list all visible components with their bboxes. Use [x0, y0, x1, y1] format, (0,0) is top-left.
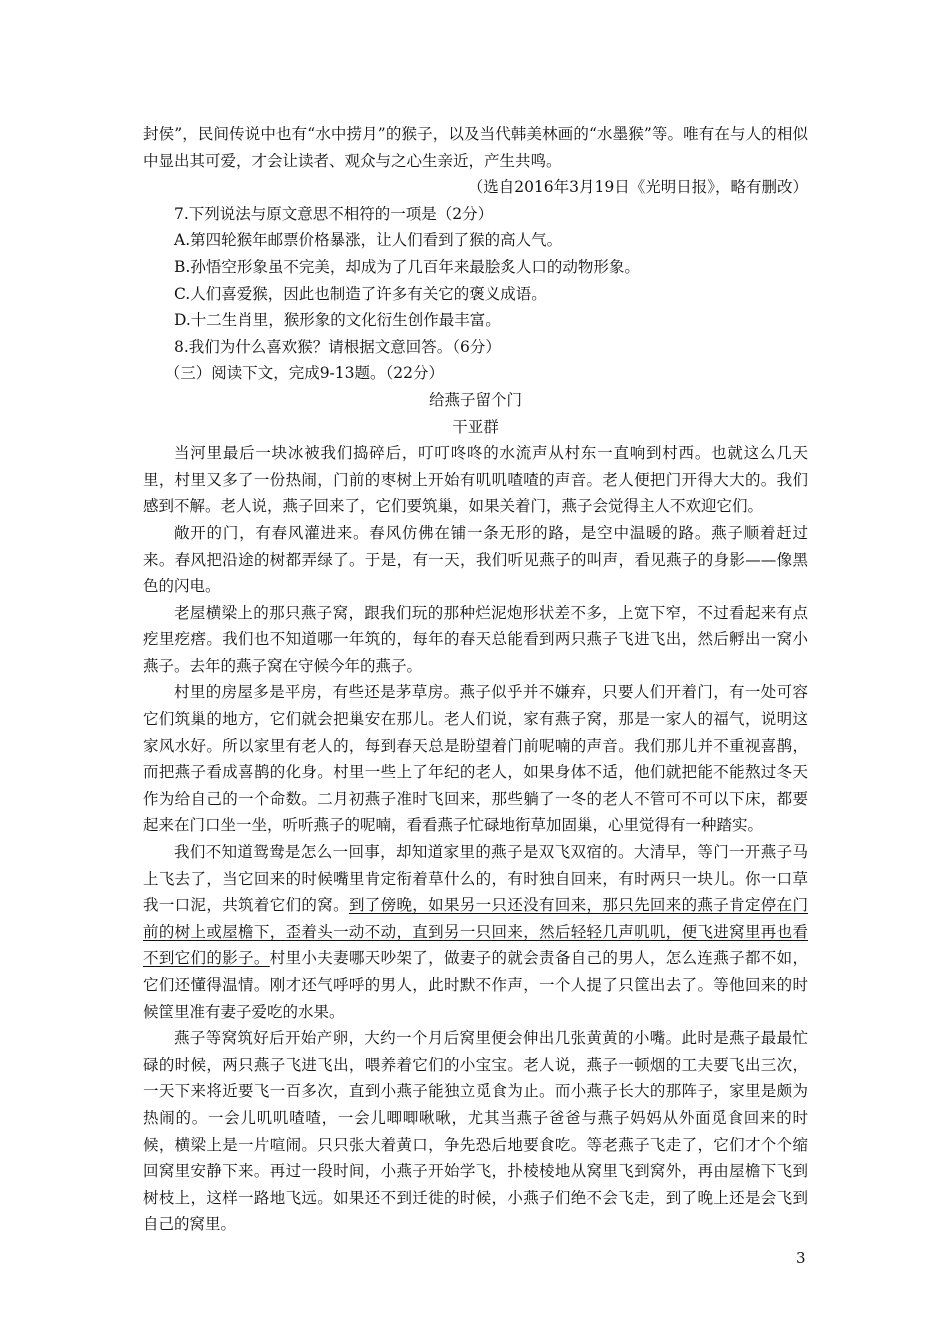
paragraph-5-start: 我们不知道鸳鸯是怎么一回事，却知道家里的燕子是双飞双宿的。大清早，等门一开燕子马上飞去了，当它回来的时候嘴里肯定衔着草什么的，有时独自回来，有时两只一块儿。你一口草我一口泥，共筑着它们的窝。 — [143, 843, 808, 915]
paragraph-5-end: 村里小夫妻哪天吵架了，做妻子的就会责备自己的男人，怎么连燕子都不如，它们还懂得温情。刚才还气呼呼的男人，此时默不作声，一个人提了只筐出去了。等他回来的时候筐里准有妻子爱吃的水果。 — [143, 949, 808, 1021]
article-paragraph-1: 当河里最后一块冰被我们捣碎后，叮叮咚咚的水流声从村东一直响到村西。也就这么几天里，村里又多了一份热闹，门前的枣树上开始有叽叽喳喳的声音。老人便把门开得大大的。我们感到不解。老人说，燕子回来了，它们要筑巢，如果关着门，燕子会觉得主人不欢迎它们。 — [143, 444, 808, 516]
article-paragraph-4: 村里的房屋多是平房，有些还是茅草房。燕子似乎并不嫌弃，只要人们开着门，有一处可容它们筑巢的地方，它们就会把巢安在那儿。老人们说，家有燕子窝，那是一家人的福气，说明这家风水好。所以家里有老人的，每到春天总是盼望着门前呢喃的声音。我们那儿并不重视喜鹊，而把燕子看成喜鹊的化身。村里一些上了年纪的老人，如果身体不适，他们就把能不能熬过冬天作为给自己的一个命数。二月初燕子准时飞回来，那些躺了一冬的老人不管可不可以下床，都要起来在门口坐一坐，听听燕子的呢喃，看看燕子忙碌地衔草加固巢，心里觉得有一种踏实。 — [143, 683, 808, 835]
question-7-option-d: D.十二生肖里，猴形象的文化衍生创作最丰富。 — [174, 311, 501, 330]
page-content — [143, 121, 808, 1238]
article-paragraph-2: 敞开的门，有春风灌进来。春风仿佛在铺一条无形的路，是空中温暖的路。燕子顺着赶过来。春风把沿途的树都弄绿了。于是，有一天，我们听见燕子的叫声，看见燕子的身影——像黑色的闪电。 — [143, 523, 808, 596]
article-paragraph-6: 燕子等窝筑好后开始产卵，大约一个月后窝里便会伸出几张黄黄的小嘴。此时是燕子最最忙碌的时候，两只燕子飞进飞出，喂养着它们的小宝宝。老人说，燕子一顿烟的工夫要飞出三次，一天下来将近要飞一百多次，直到小燕子能独立觅食为止。而小燕子长大的那阵子，家里是颇为热闹的。一会儿叽叽喳喳，一会儿唧唧啾啾，尤其当燕子爸爸与燕子妈妈从外面觅食回来的时候，横梁上是一片喧闹。只只张大着黄口，争先恐后地要食吃。等老燕子飞走了，它们才个个缩回窝里安静下来。再过一段时间，小燕子开始学飞，扑棱棱地从窝里飞到窝外，再由屋檐下飞到树枝上，这样一路地飞远。如果还不到迁徙的时候，小燕子们绝不会飞走，到了晚上还是会飞到自己的窝里。 — [143, 1029, 808, 1234]
passage-ending: 封侯”，民间传说中也有“水中捞月”的猴子，以及当代韩美林画的“水墨猴”等。唯有在与人的相似中显出其可爱，才会让读者、观众与之心生亲近，产生共鸣。 — [143, 125, 808, 170]
question-7-stem: 7.下列说法与原文意思不相符的一项是（2分） — [174, 204, 494, 223]
article-author: 干亚群 — [452, 417, 499, 436]
question-7-option-a: A.第四轮猴年邮票价格暴涨，让人们看到了猴的高人气。 — [174, 231, 563, 250]
section-3-heading: （三）阅读下文，完成9-13题。（22分） — [164, 364, 444, 383]
question-7-option-b: B.孙悟空形象虽不完美，却成为了几百年来最脍炙人口的动物形象。 — [174, 257, 640, 276]
article-paragraph-3: 老屋横梁上的那只燕子窝，跟我们玩的那种烂泥炮形状差不多，上宽下窄，不过看起来有点疙里疙瘩。我们也不知道哪一年筑的，每年的春天总能看到两只燕子飞进飞出，然后孵出一窝小燕子。去年的燕子窝在守候今年的燕子。 — [143, 603, 808, 675]
article-paragraph-5 — [143, 839, 808, 1025]
article-title: 给燕子留个门 — [428, 390, 522, 409]
underlined-sentence: 到了傍晚，如果另一只还没有回来，那只先回来的燕子肯定停在门前的树上或屋檐下，歪着头一动不动，直到另一只回来，然后轻轻几声叽叽，便飞进窝里再也看不到它们的影子。 — [143, 896, 808, 968]
source-citation: （选自2016年3月19日《光明日报》，略有删改） — [467, 178, 808, 197]
page-number: 3 — [796, 1249, 806, 1267]
question-7-option-c: C.人们喜爱猴，因此也制造了许多有关它的褒义成语。 — [174, 284, 547, 303]
question-8: 8.我们为什么喜欢猴？请根据文意回答。（6分） — [174, 337, 501, 356]
